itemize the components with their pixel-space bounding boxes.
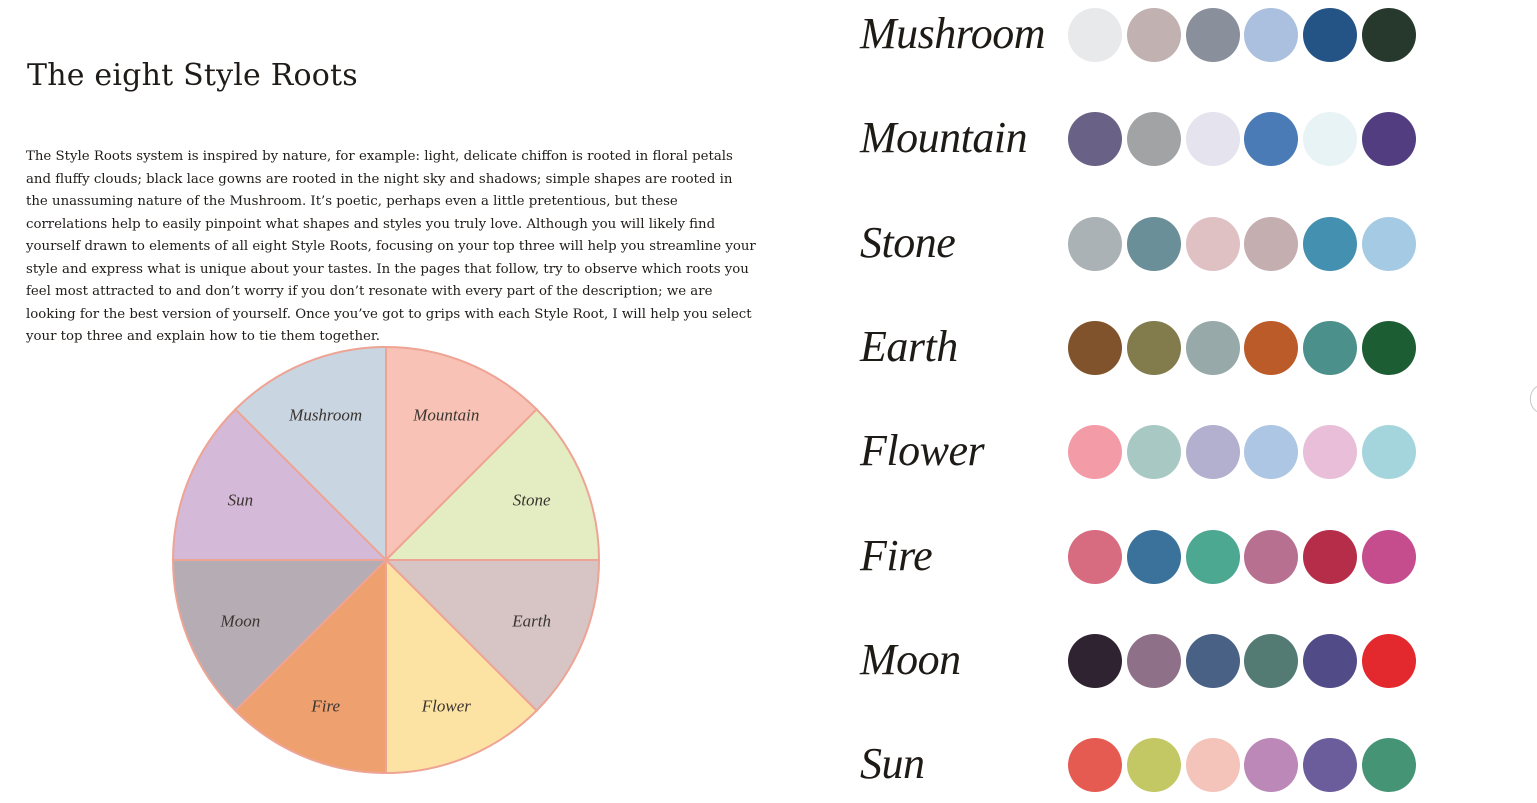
palette-row-earth [860, 317, 1460, 377]
color-swatch [1303, 425, 1357, 479]
color-swatch [1244, 530, 1298, 584]
color-swatch [1244, 425, 1298, 479]
palette-root-name: Sun [860, 739, 925, 789]
wheel-label-fire: Fire [311, 696, 341, 716]
color-swatch [1068, 217, 1122, 271]
color-swatch [1068, 738, 1122, 792]
color-swatch [1303, 530, 1357, 584]
wheel-label-stone: Stone [512, 490, 551, 510]
color-swatch [1127, 321, 1181, 375]
palette-root-name: Stone [860, 217, 956, 267]
style-roots-wheel [168, 342, 604, 778]
wheel-label-mushroom: Mushroom [289, 405, 363, 425]
color-swatch [1303, 8, 1357, 62]
scroll-edge-handle[interactable] [1530, 384, 1537, 414]
color-swatch [1362, 634, 1416, 688]
color-swatch [1068, 321, 1122, 375]
color-swatch [1186, 321, 1240, 375]
palette-root-name: Fire [860, 530, 933, 580]
color-swatch [1127, 634, 1181, 688]
palette-row-sun [860, 734, 1460, 794]
color-swatch [1244, 8, 1298, 62]
palette-row-mushroom [860, 4, 1460, 64]
color-swatch [1244, 321, 1298, 375]
wheel-label-mountain: Mountain [413, 405, 480, 425]
color-swatch [1362, 425, 1416, 479]
color-swatch [1127, 738, 1181, 792]
color-swatch [1303, 634, 1357, 688]
color-swatch [1127, 112, 1181, 166]
color-swatch [1244, 738, 1298, 792]
color-swatch [1362, 112, 1416, 166]
color-swatch [1303, 738, 1357, 792]
color-swatch [1186, 634, 1240, 688]
style-root-palettes [860, 0, 1460, 803]
color-swatch [1244, 634, 1298, 688]
color-swatch [1127, 530, 1181, 584]
color-swatch [1186, 112, 1240, 166]
color-swatch [1068, 8, 1122, 62]
color-swatch [1186, 530, 1240, 584]
color-swatch [1068, 425, 1122, 479]
color-swatch [1068, 112, 1122, 166]
palette-root-name: Mountain [860, 113, 1028, 163]
palette-root-name: Moon [860, 634, 961, 684]
color-swatch [1362, 321, 1416, 375]
palette-root-name: Flower [860, 426, 985, 476]
color-swatch [1303, 321, 1357, 375]
color-swatch [1068, 634, 1122, 688]
color-swatch [1186, 8, 1240, 62]
color-swatch [1186, 738, 1240, 792]
palette-row-moon [860, 630, 1460, 690]
color-swatch [1303, 112, 1357, 166]
palette-root-name: Earth [860, 321, 958, 371]
color-swatch [1362, 217, 1416, 271]
color-swatch [1186, 217, 1240, 271]
palette-row-mountain [860, 108, 1460, 168]
wheel-label-sun: Sun [227, 490, 254, 510]
page-title: The eight Style Roots [27, 58, 358, 93]
color-swatch [1127, 8, 1181, 62]
color-swatch [1362, 530, 1416, 584]
wheel-label-earth: Earth [512, 611, 551, 631]
wheel-label-moon: Moon [220, 611, 261, 631]
color-swatch [1362, 8, 1416, 62]
color-swatch [1127, 217, 1181, 271]
color-swatch [1068, 530, 1122, 584]
wheel-label-flower: Flower [421, 696, 471, 716]
color-swatch [1186, 425, 1240, 479]
palette-row-fire [860, 526, 1460, 586]
color-swatch [1362, 738, 1416, 792]
palette-row-flower [860, 421, 1460, 481]
palette-row-stone [860, 213, 1460, 273]
color-swatch [1303, 217, 1357, 271]
color-swatch [1127, 425, 1181, 479]
palette-root-name: Mushroom [860, 9, 1046, 58]
intro-paragraph: The Style Roots system is inspired by nature, for example: light, delicate chiffon is rooted in floral petals and fluffy clouds; black lace gowns are rooted in the night sky and shadows; simple shapes are rooted in the unassuming nature of the Mushroom. It’s poetic, perhaps even a little pretentious, but these correlations help to easily pinpoint what shapes and styles you truly love. Although you will likely find yourself drawn to elements of all eight Style Roots, focusing on your top three will help you streamline your style and express what is unique about your tastes. In the pages that follow, try to observe which roots you feel most attracted to and don’t worry if you don’t resonate with every part of the description; we are looking for the best version of yourself. Once you’ve got to grips with each Style Root, I will help you select your top three and explain how to tie them together. [26, 149, 756, 344]
color-swatch [1244, 112, 1298, 166]
color-swatch [1244, 217, 1298, 271]
